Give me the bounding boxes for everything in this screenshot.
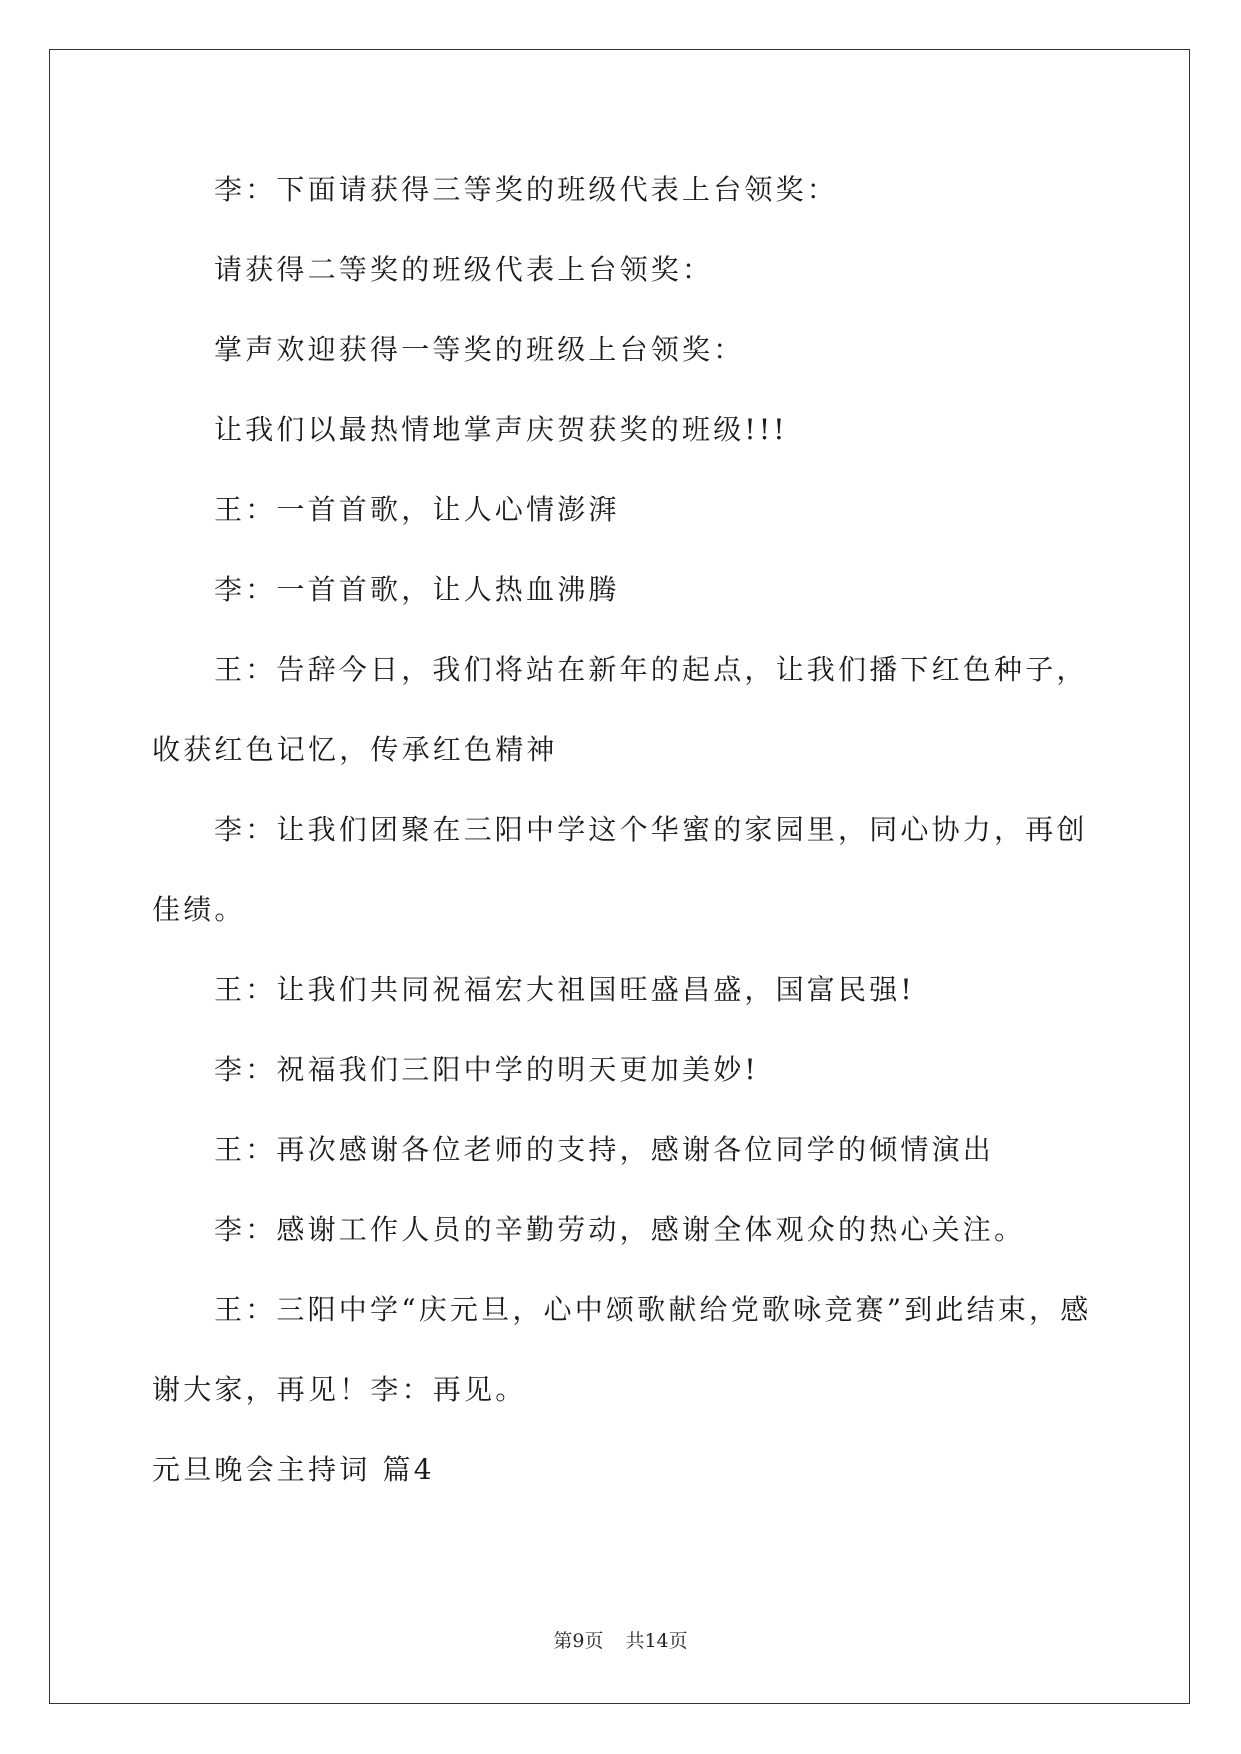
paragraph-3: 掌声欢迎获得一等奖的班级上台领奖： (214, 333, 745, 366)
paragraph-4: 让我们以最热情地掌声庆贺获奖的班级!!! (214, 413, 788, 446)
paragraph-11: 王：再次感谢各位老师的支持，感谢各位同学的倾情演出 (214, 1133, 995, 1166)
section-heading: 元旦晚会主持词 篇4 (152, 1453, 435, 1486)
page-footer (0, 1628, 1241, 1654)
paragraph-8: 李：让我们团聚在三阳中学这个华蜜的家园里，同心协力，再创佳绩。 (152, 813, 1088, 926)
paragraph-9: 王：让我们共同祝福宏大祖国旺盛昌盛，国富民强! (214, 973, 915, 1006)
paragraph-5: 王：一首首歌，让人心情澎湃 (214, 493, 620, 526)
paragraph-7: 王：告辞今日，我们将站在新年的起点，让我们播下红色种子，收获红色记忆，传承红色精神 (152, 653, 1088, 766)
page-number: 第9页 (553, 1630, 604, 1652)
paragraph-6: 李：一首首歌，让人热血沸腾 (214, 573, 620, 606)
document-body (152, 150, 1092, 1510)
paragraph-1: 李：下面请获得三等奖的班级代表上台领奖： (214, 173, 839, 206)
paragraph-13: 王：三阳中学“庆元旦，心中颂歌献给党歌咏竞赛”到此结束，感谢大家，再见！李：再见。 (152, 1293, 1092, 1406)
paragraph-10: 李：祝福我们三阳中学的明天更加美妙! (214, 1053, 759, 1086)
page-total: 共14页 (625, 1630, 688, 1652)
paragraph-2: 请获得二等奖的班级代表上台领奖： (214, 253, 714, 286)
paragraph-12: 李：感谢工作人员的辛勤劳动，感谢全体观众的热心关注。 (214, 1213, 1026, 1246)
